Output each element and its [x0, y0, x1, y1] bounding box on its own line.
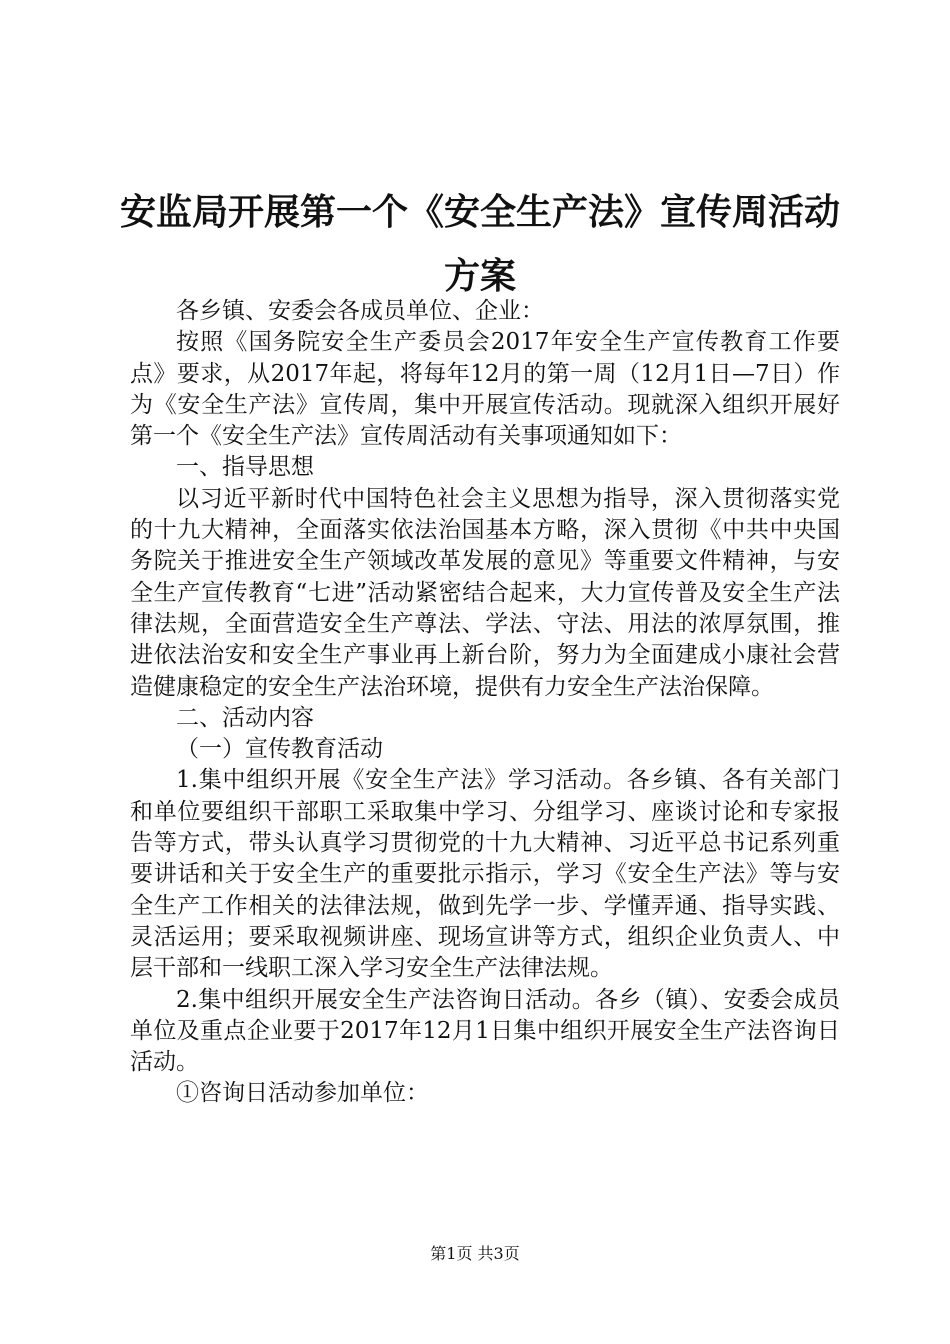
salutation: 各乡镇、安委会各成员单位、企业： — [176, 298, 544, 324]
guiding-ideology-paragraph: 以习近平新时代中国特色社会主义思想为指导，深入贯彻落实党的十九大精神，全面落实依法治国基本方略，深入贯彻《中共中央国务院关于推进安全生产领域改革发展的意见》等重要文件精神，与安全生产宣传教育“七进”活动紧密结合起来，大力宣传普及安全生产法律法规，全面营造安全生产尊法、学法、守法、用法的浓厚氛围，推进依法治安和安全生产事业再上新台阶，努力为全面建成小康社会营造健康稳定的安全生产法治环境，提供有力安全生产法治保障。 — [130, 485, 840, 700]
section-heading-guiding-ideology: 一、指导思想 — [176, 454, 314, 481]
page-footer: 第1页 共3页 — [430, 1244, 520, 1263]
title-line-2: 方案 — [443, 255, 516, 297]
subsection-heading-education: （一）宣传教育活动 — [176, 736, 383, 763]
sub-item-1-paragraph: ①咨询日活动参加单位： — [176, 1080, 429, 1107]
section-heading-activity-content: 二、活动内容 — [176, 704, 314, 731]
document-body — [130, 296, 840, 1110]
item-1-paragraph: 1.集中组织开展《安全生产法》学习活动。各乡镇、各有关部门和单位要组织干部职工采取集中学习、分组学习、座谈讨论和专家报告等方式，带头认真学习贯彻党的十九大精神、习近平总书记系列重要讲话和关于安全生产的重要批示指示，学习《安全生产法》等与安全生产工作相关的法律法规，做到先学一步、学懂弄通、指导实践、灵活运用；要采取视频讲座、现场宣讲等方式，组织企业负责人、中层干部和一线职工深入学习安全生产法律法规。 — [130, 767, 840, 982]
title-line-1: 安监局开展第一个《安全生产法》宣传周活动 — [120, 191, 841, 233]
document-title — [120, 180, 840, 308]
item-2-paragraph: 2.集中组织开展安全生产法咨询日活动。各乡（镇）、安委会成员单位及重点企业要于2017年12月1日集中组织开展安全生产法咨询日活动。 — [130, 986, 840, 1076]
intro-paragraph: 按照《国务院安全生产委员会2017年安全生产宣传教育工作要点》要求，从2017年起，将每年12月的第一周（12月1日—7日）作为《安全生产法》宣传周，集中开展宣传活动。现就深入组织开展好第一个《安全生产法》宣传周活动有关事项通知如下： — [130, 329, 840, 450]
